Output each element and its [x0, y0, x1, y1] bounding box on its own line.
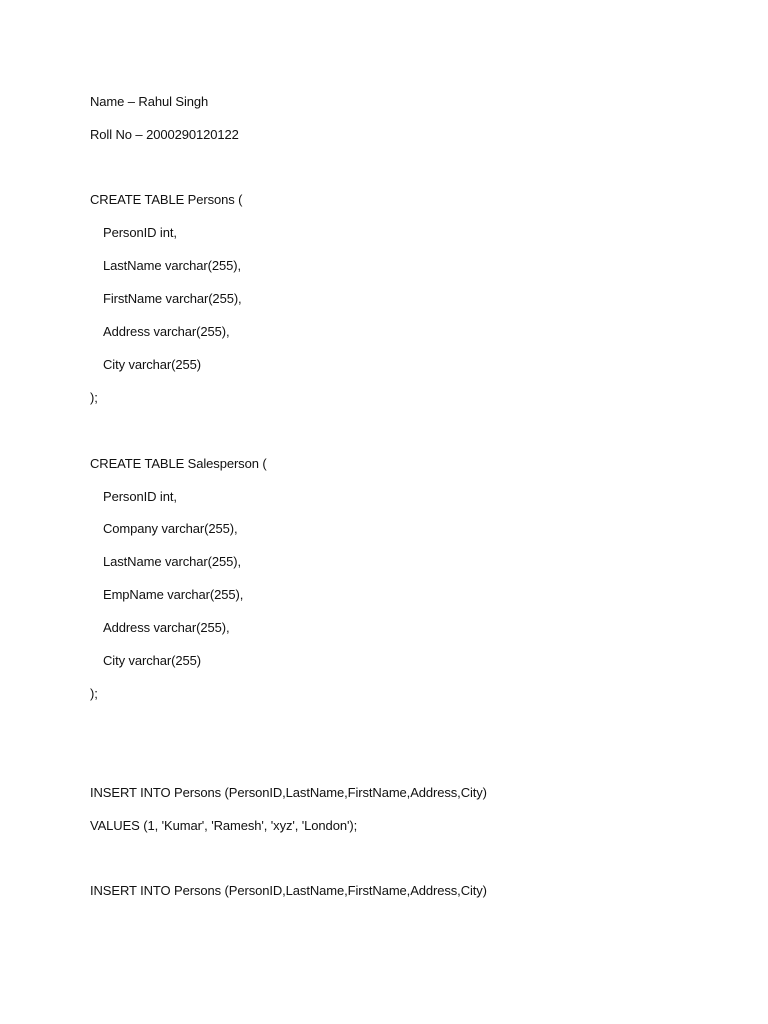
persons-close-line: );	[90, 390, 98, 405]
create-persons-line: CREATE TABLE Persons (	[90, 192, 243, 207]
persons-column: FirstName varchar(255),	[103, 291, 242, 306]
salesperson-close-line: );	[90, 686, 98, 701]
salesperson-column: Company varchar(255),	[103, 521, 238, 536]
student-name-line: Name – Rahul Singh	[90, 94, 209, 109]
persons-column: Address varchar(255),	[103, 324, 230, 339]
persons-column: PersonID int,	[103, 225, 177, 240]
salesperson-column: Address varchar(255),	[103, 620, 230, 635]
persons-column: LastName varchar(255),	[103, 258, 241, 273]
insert-persons-line: INSERT INTO Persons (PersonID,LastName,FirstName,Address,City)	[90, 785, 487, 800]
create-salesperson-line: CREATE TABLE Salesperson (	[90, 456, 267, 471]
roll-number-line: Roll No – 2000290120122	[90, 127, 239, 142]
salesperson-column: City varchar(255)	[103, 653, 201, 668]
persons-column: City varchar(255)	[103, 357, 201, 372]
insert-persons-line: INSERT INTO Persons (PersonID,LastName,FirstName,Address,City)	[90, 883, 487, 898]
insert-values-line: VALUES (1, 'Kumar', 'Ramesh', 'xyz', 'London');	[90, 818, 358, 833]
salesperson-column: LastName varchar(255),	[103, 554, 241, 569]
salesperson-column: EmpName varchar(255),	[103, 587, 244, 602]
salesperson-column: PersonID int,	[103, 489, 177, 504]
